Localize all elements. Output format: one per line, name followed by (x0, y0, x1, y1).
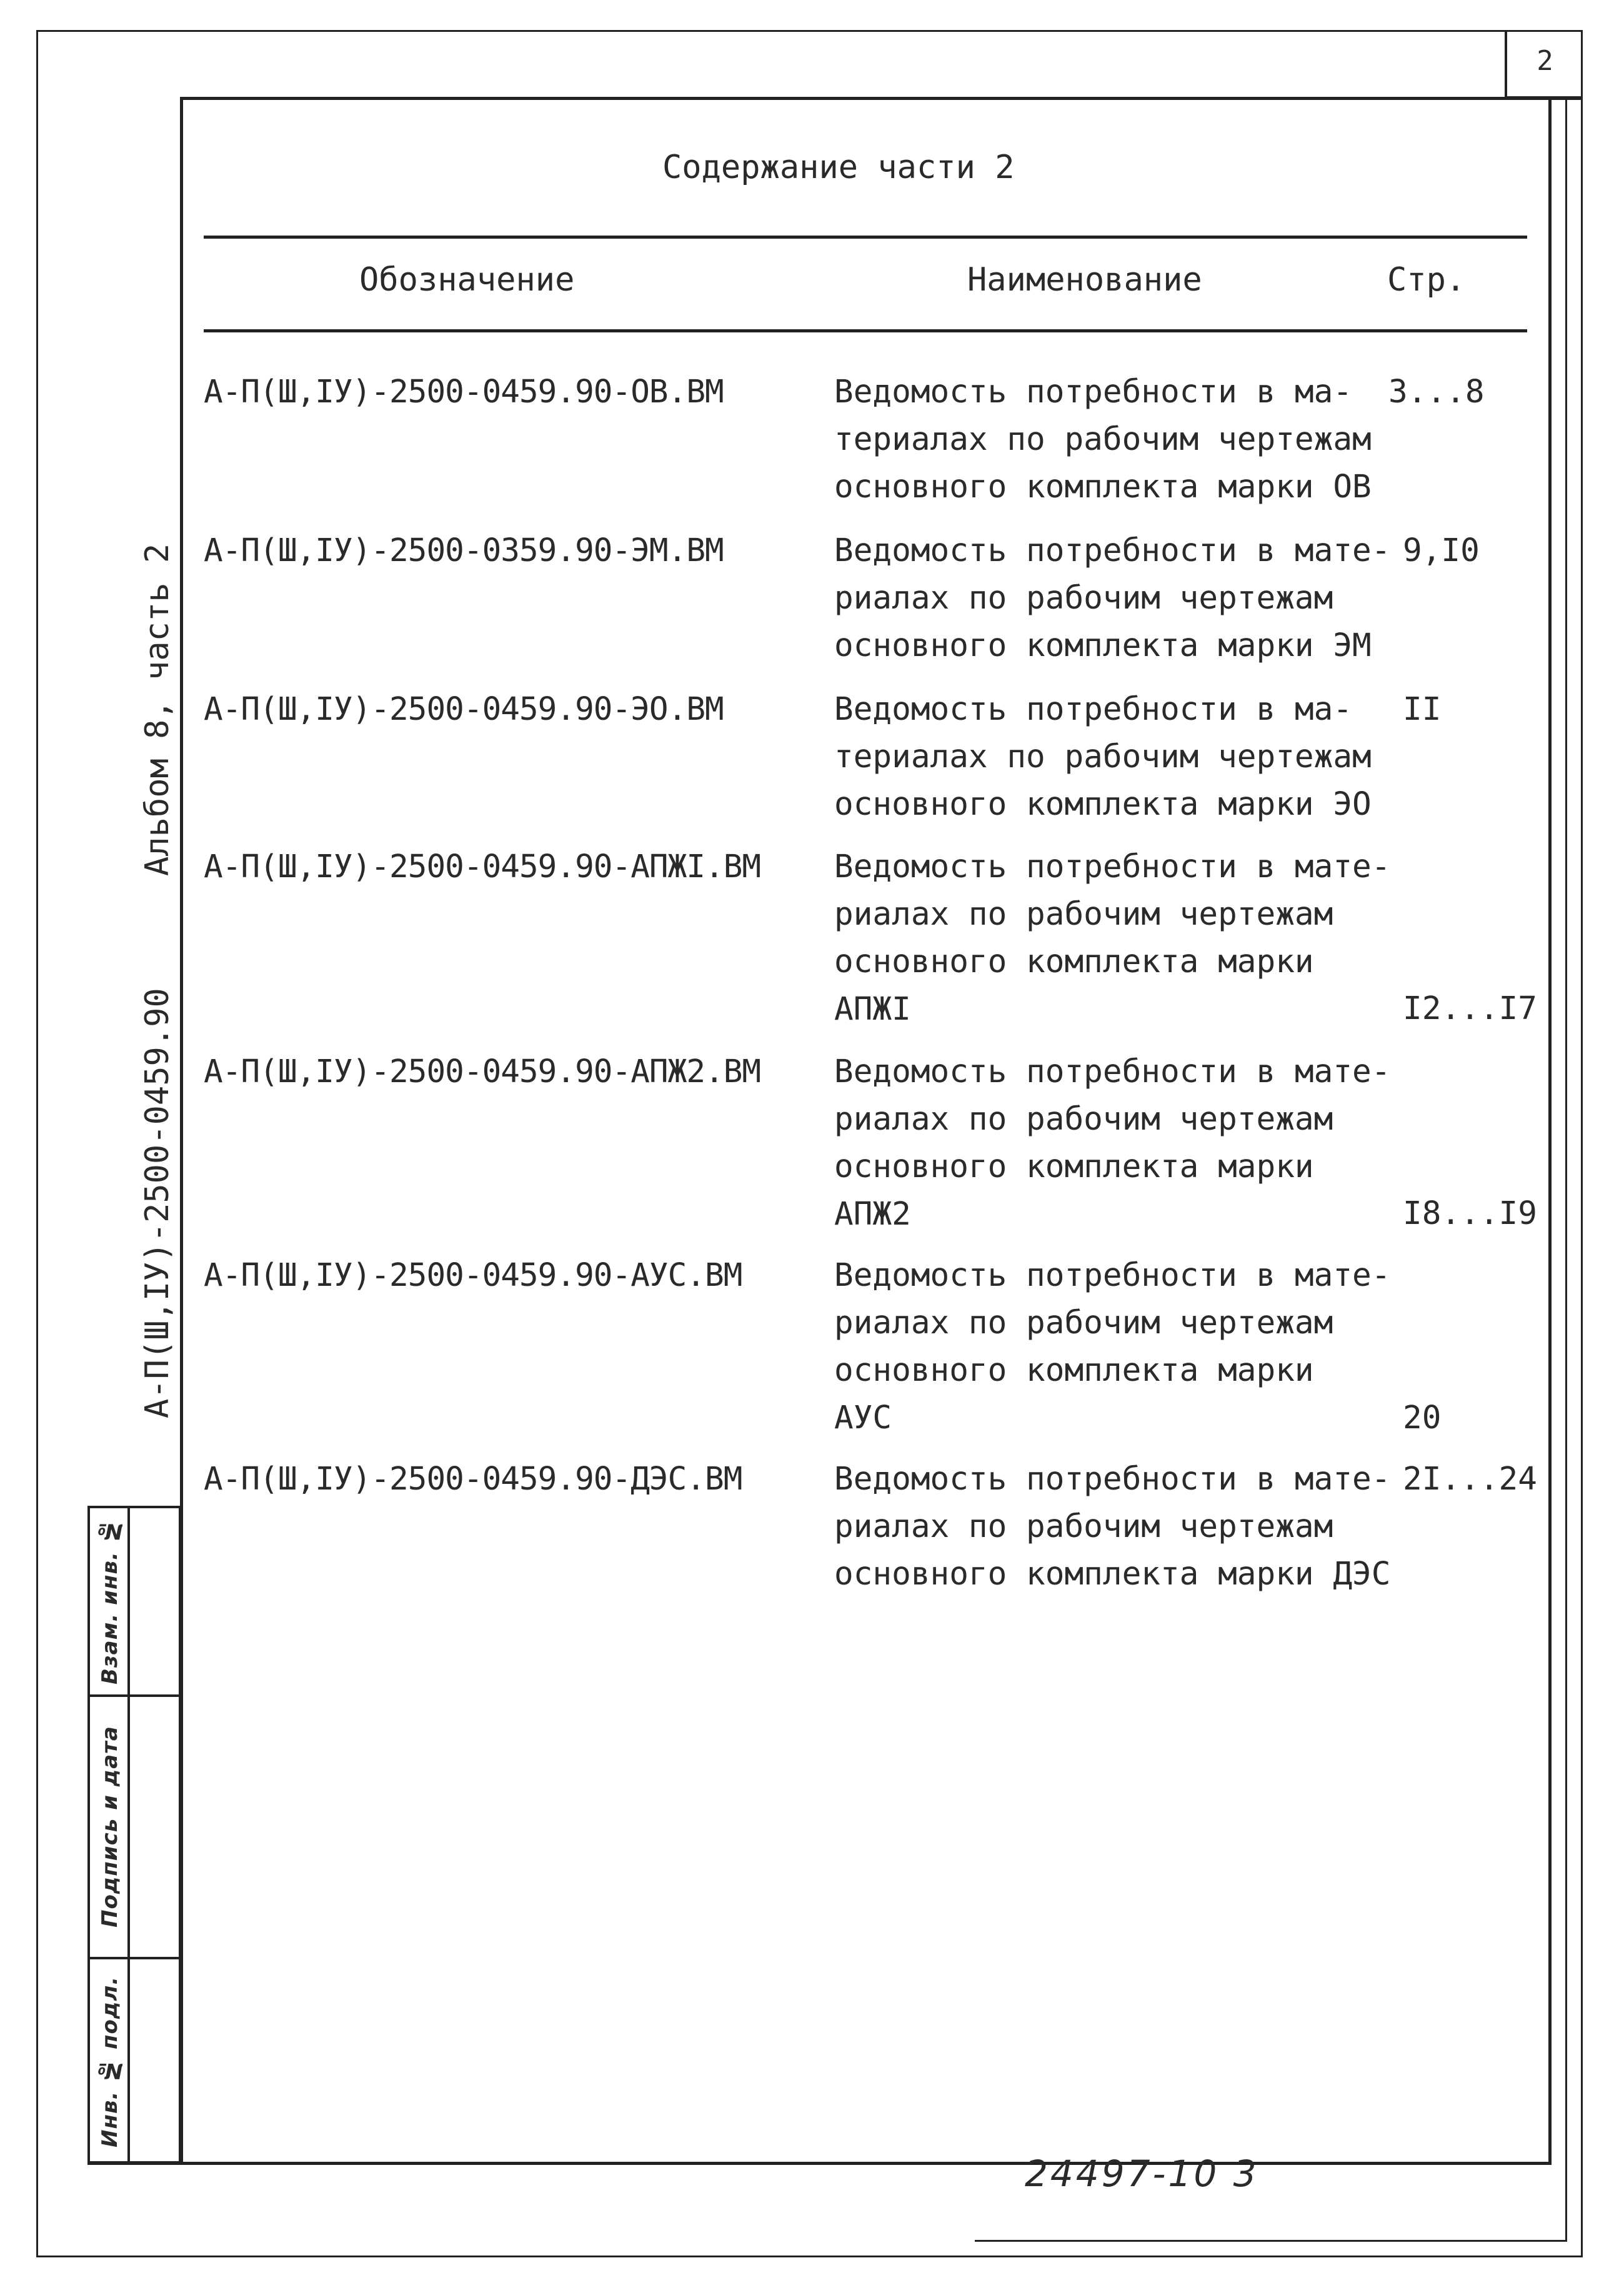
stamp-divider (127, 1508, 130, 2161)
stamp-replace-inv: Взам. инв. № (97, 1518, 122, 1685)
row-page: II (1403, 691, 1442, 728)
row-page: 20 (1403, 1400, 1442, 1436)
row-page: 3...8 (1388, 374, 1485, 410)
frame-bottom (87, 2162, 1552, 2165)
row-code: А-П(Ш,IУ)-2500-0459.90-АПЖI.ВМ (204, 848, 761, 885)
frame-bottom-outer (975, 2240, 1567, 2242)
side-doc-code: А-П(Ш,IУ)-2500-0459.90 (139, 988, 176, 1418)
header-designation: Обозначение (359, 261, 575, 299)
row-code: А-П(Ш,IУ)-2500-0359.90-ЭМ.ВМ (204, 532, 724, 569)
page-number: 2 (1505, 30, 1583, 99)
row-name: Ведомость потребности в мате- риалах по рабочим чертежам основного комплекта марки ЭМ (834, 532, 1391, 664)
frame-right-outer (1565, 97, 1567, 2240)
row-name: Ведомость потребности в мате- риалах по рабочим чертежам основного комплекта марки ДЭС (834, 1461, 1391, 1593)
side-album: Альбом 8, часть 2 (139, 544, 176, 877)
frame-top (181, 97, 1583, 100)
row-code: А-П(Ш,IУ)-2500-0459.90-АУС.ВМ (204, 1257, 742, 1294)
row-code: А-П(Ш,IУ)-2500-0459.90-ОВ.ВМ (204, 374, 724, 410)
header-page: Стр. (1387, 261, 1466, 299)
header-bottom-rule (204, 329, 1527, 332)
row-name: Ведомость потребности в мате- риалах по рабочим чертежам основного комплекта марки АУС (834, 1257, 1391, 1436)
frame-right (1548, 97, 1552, 2165)
row-name: Ведомость потребности в мате- риалах по рабочим чертежам основного комплекта марки АПЖI (834, 848, 1391, 1028)
row-name: Ведомость потребности в ма- териалах по рабочим чертежам основного комплекта марки ОВ (834, 374, 1372, 505)
stamp-inv-orig: Инв. № подл. (97, 1976, 122, 2147)
page-title: Содержание части 2 (662, 149, 1015, 186)
row-name: Ведомость потребности в ма- териалах по рабочим чертежам основного комплекта марки ЭО (834, 691, 1372, 823)
row-page: I2...I7 (1403, 990, 1537, 1027)
row-page: 2I...24 (1403, 1461, 1537, 1498)
row-code: А-П(Ш,IУ)-2500-0459.90-ДЭС.ВМ (204, 1461, 742, 1498)
row-page: 9,I0 (1403, 532, 1480, 569)
archive-number: 24497-10 3 (1025, 2152, 1259, 2195)
stamp-block (87, 1506, 181, 2164)
side-caption (139, 544, 189, 1418)
header-top-rule (204, 236, 1527, 239)
row-name: Ведомость потребности в мате- риалах по рабочим чертежам основного комплекта марки АПЖ2 (834, 1053, 1391, 1233)
row-code: А-П(Ш,IУ)-2500-0459.90-ЭО.ВМ (204, 691, 724, 728)
row-code: А-П(Ш,IУ)-2500-0459.90-АПЖ2.ВМ (204, 1053, 761, 1090)
stamp-sign-date: Подпись и дата (97, 1726, 122, 1928)
row-page: I8...I9 (1403, 1195, 1537, 1232)
header-name: Наименование (967, 261, 1202, 299)
